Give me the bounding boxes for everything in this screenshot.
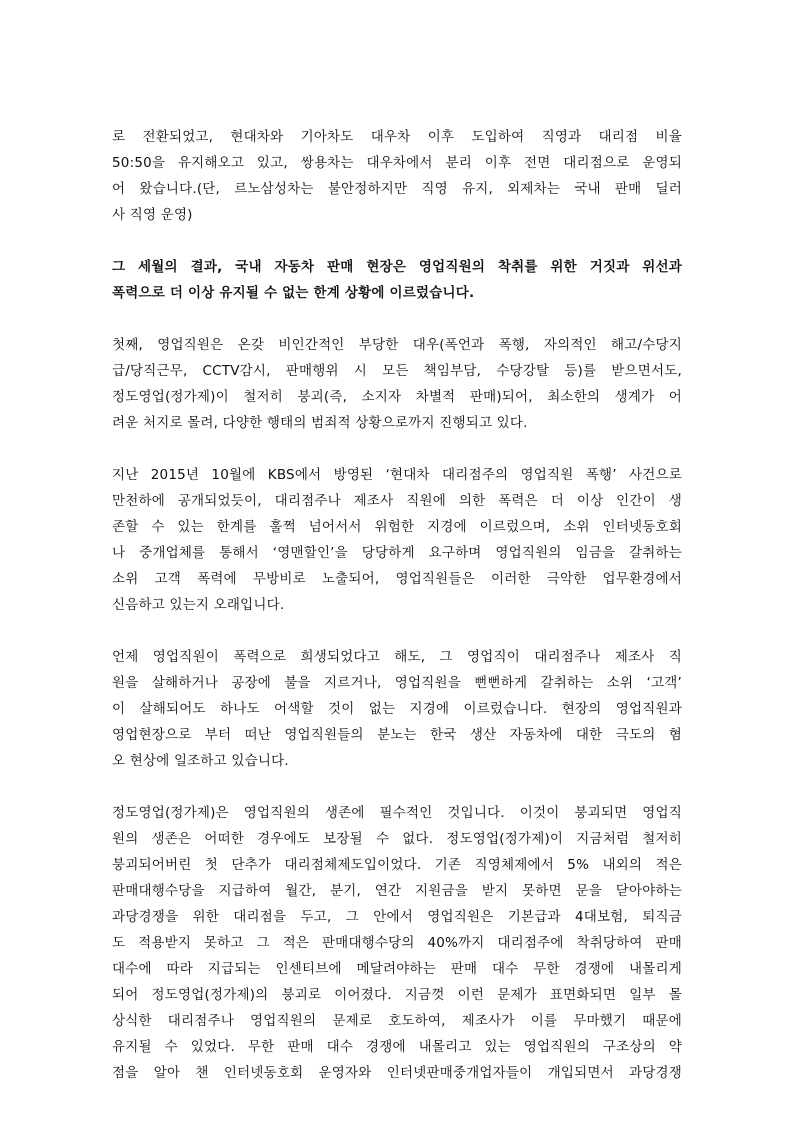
text-line: 신음하고 있는지 오래입니다. xyxy=(112,597,285,613)
text-line: 영업현장으로 부터 떠난 영업직원들의 분노는 한국 생산 자동차에 대한 극도의 혐 xyxy=(112,727,682,743)
text-line: 이 살해되어도 하나도 어색할 것이 없는 지경에 이르렀습니다. 현장의 영업직원과 xyxy=(112,701,682,717)
text-line: 만천하에 공개되었듯이, 대리점주나 제조사 직원에 의한 폭력은 더 이상 인간이 생 xyxy=(112,493,682,509)
text-line: 원을 살해하거나 공장에 불을 지르거나, 영업직원을 뻔뻔하게 갈취하는 소위 ‘고객’ xyxy=(112,675,682,691)
paragraph-gap xyxy=(112,436,682,462)
text-line: 려운 처지로 몰려, 다양한 행태의 범죄적 상황으로까지 진행되고 있다. xyxy=(112,415,528,431)
paragraph-violence xyxy=(112,644,682,774)
text-line: 원의 생존은 어떠한 경우에도 보장될 수 없다. 정도영업(정가제)이 지금처럼 철저히 xyxy=(112,831,682,847)
paragraph-gap xyxy=(112,618,682,644)
text-line: 소위 고객 폭력에 무방비로 노출되어, 영업직원들은 이러한 극악한 업무환경에서 xyxy=(112,571,682,587)
paragraph-kbs-incident xyxy=(112,462,682,618)
text-line: 붕괴되어버린 첫 단추가 대리점체제도입이었다. 기존 직영체제에서 5% 내외의 적은 xyxy=(112,857,682,873)
text-line: 도 적용받지 못하고 그 적은 판매대행수당의 40%까지 대리점주에 착취당하여 판매 xyxy=(112,935,682,951)
text-line: 점을 알아 챈 인터넷동호회 운영자와 인터넷판매중개업자들이 개입되면서 과당경쟁 xyxy=(112,1065,682,1081)
text-line: 사 직영 운영) xyxy=(112,207,193,223)
text-line: 로 전환되었고, 현대차와 기아차도 대우차 이후 도입하여 직영과 대리점 비율 xyxy=(112,129,682,145)
text-line: 되어 정도영업(정가제)의 붕괴로 이어졌다. 지금껏 이런 문제가 표면화되면 일부 몰 xyxy=(112,987,682,1003)
paragraph-gap xyxy=(112,228,682,254)
paragraph-gap xyxy=(112,306,682,332)
text-line: 그 세월의 결과, 국내 자동차 판매 현장은 영업직원의 착취를 위한 거짓과 위선과 xyxy=(112,259,682,275)
text-line: 언제 영업직원이 폭력으로 희생되었다고 해도, 그 영업직이 대리점주나 제조사 직 xyxy=(112,649,682,665)
text-line: 대수에 따라 지급되는 인센티브에 메달려야하는 판매 대수 무한 경쟁에 내몰리게 xyxy=(112,961,682,977)
text-line: 급/당직근무, CCTV감시, 판매행위 시 모든 책임부담, 수당강탈 등)를 받으면서도, xyxy=(112,363,682,379)
text-line: 50:50을 유지해오고 있고, 쌍용차는 대우차에서 분리 이후 전면 대리점으로 운영되 xyxy=(112,155,682,171)
paragraph-first-point xyxy=(112,332,682,436)
paragraph-dealer-transition xyxy=(112,124,682,228)
text-line: 정도영업(정가제)이 철저히 붕괴(즉, 소지자 차별적 판매)되어, 최소한의 생계가 어 xyxy=(112,389,682,405)
text-line: 유지될 수 있었다. 무한 판매 대수 경쟁에 내몰리고 있는 영업직원의 구조상의 약 xyxy=(112,1039,682,1055)
text-line: 과당경쟁을 위한 대리점을 두고, 그 안에서 영업직원은 기본급과 4대보험, 퇴직금 xyxy=(112,909,682,925)
text-line: 오 현상에 일조하고 있습니다. xyxy=(112,753,289,769)
text-line: 지난 2015년 10월에 KBS에서 방영된 ‘현대차 대리점주의 영업직원 폭행’ 사건으로 xyxy=(112,467,682,483)
paragraph-bold-summary xyxy=(112,254,682,306)
text-line: 판매대행수당을 지급하여 월간, 분기, 연간 지원금을 받지 못하면 문을 닫아야하는 xyxy=(112,883,682,899)
document-page xyxy=(112,124,682,1086)
text-line: 첫째, 영업직원은 온갖 비인간적인 부당한 대우(폭언과 폭행, 자의적인 해고/수당지 xyxy=(112,337,682,353)
text-line: 상식한 대리점주나 영업직원의 문제로 호도하여, 제조사가 이를 무마했기 때문에 xyxy=(112,1013,682,1029)
text-line: 정도영업(정가제)은 영업직원의 생존에 필수적인 것입니다. 이것이 붕괴되면 영업직 xyxy=(112,805,682,821)
text-line: 나 중개업체를 통해서 ‘영맨할인’을 당당하게 요구하며 영업직원의 임금을 갈취하는 xyxy=(112,545,682,561)
text-line: 폭력으로 더 이상 유지될 수 없는 한계 상황에 이르렀습니다. xyxy=(112,285,475,301)
text-line: 존할 수 있는 한계를 훌쩍 넘어서서 위험한 지경에 이르렀으며, 소위 인터넷동호회 xyxy=(112,519,682,535)
text-line: 어 왔습니다.(단, 르노삼성차는 불안정하지만 직영 유지, 외제차는 국내 판매 딜러 xyxy=(112,181,682,197)
paragraph-gap xyxy=(112,774,682,800)
paragraph-fixed-price-sales xyxy=(112,800,682,1086)
